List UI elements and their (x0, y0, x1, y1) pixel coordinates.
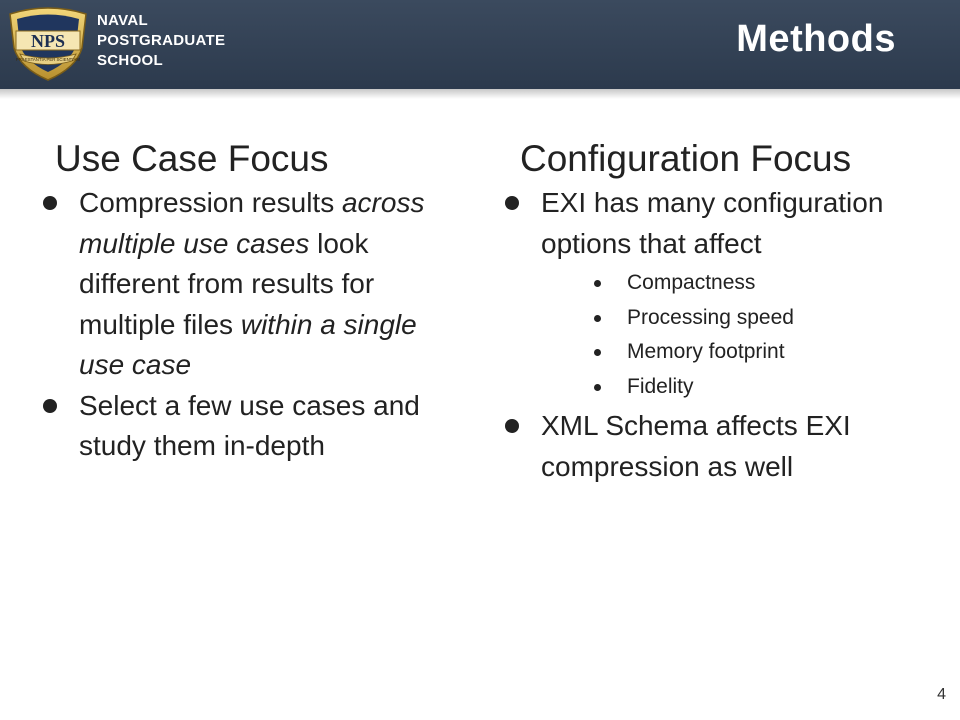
left-bullet-compression-results (42, 183, 462, 386)
bullet-italic-text: within a single use case (79, 308, 417, 380)
right-heading: Configuration Focus (520, 138, 852, 179)
page-number: 4 (937, 686, 946, 703)
sub-bullet-item: Processing speed (541, 301, 944, 336)
banner-shadow (0, 89, 960, 99)
bullet-italic-text: across multiple use cases (79, 187, 425, 259)
right-bullet-xml-schema: XML Schema affects EXI compression as well (504, 406, 944, 487)
right-column (504, 136, 944, 487)
bullet-text: look different from results for multiple files (79, 227, 375, 340)
sub-bullet-item: Memory footprint (541, 335, 944, 370)
slide-title: Methods (736, 18, 896, 60)
sub-bullet-item: Fidelity (541, 370, 944, 405)
school-name (97, 11, 225, 71)
svg-text:NPS: NPS (30, 31, 66, 51)
bullet-text: EXI has many configuration options that affect (541, 187, 884, 259)
left-heading: Use Case Focus (55, 138, 329, 179)
sub-bullet-list (541, 266, 944, 404)
school-name-line: POSTGRADUATE (97, 32, 226, 49)
school-name-line: NAVAL (97, 12, 148, 29)
bullet-text: Compression results (79, 187, 342, 218)
left-column (42, 136, 462, 467)
right-bullet-list (504, 183, 944, 487)
right-bullet-exi-options (504, 183, 944, 404)
left-bullet-list (42, 183, 462, 467)
nps-shield-logo-icon (6, 4, 90, 82)
left-bullet-select-use-cases: Select a few use cases and study them in-depth (42, 386, 462, 467)
header-banner (0, 0, 960, 89)
sub-bullet-item: Compactness (541, 266, 944, 301)
svg-text:PRAESTANTIA PER SCIENTIAM: PRAESTANTIA PER SCIENTIAM (16, 57, 80, 62)
school-name-line: SCHOOL (97, 52, 163, 69)
